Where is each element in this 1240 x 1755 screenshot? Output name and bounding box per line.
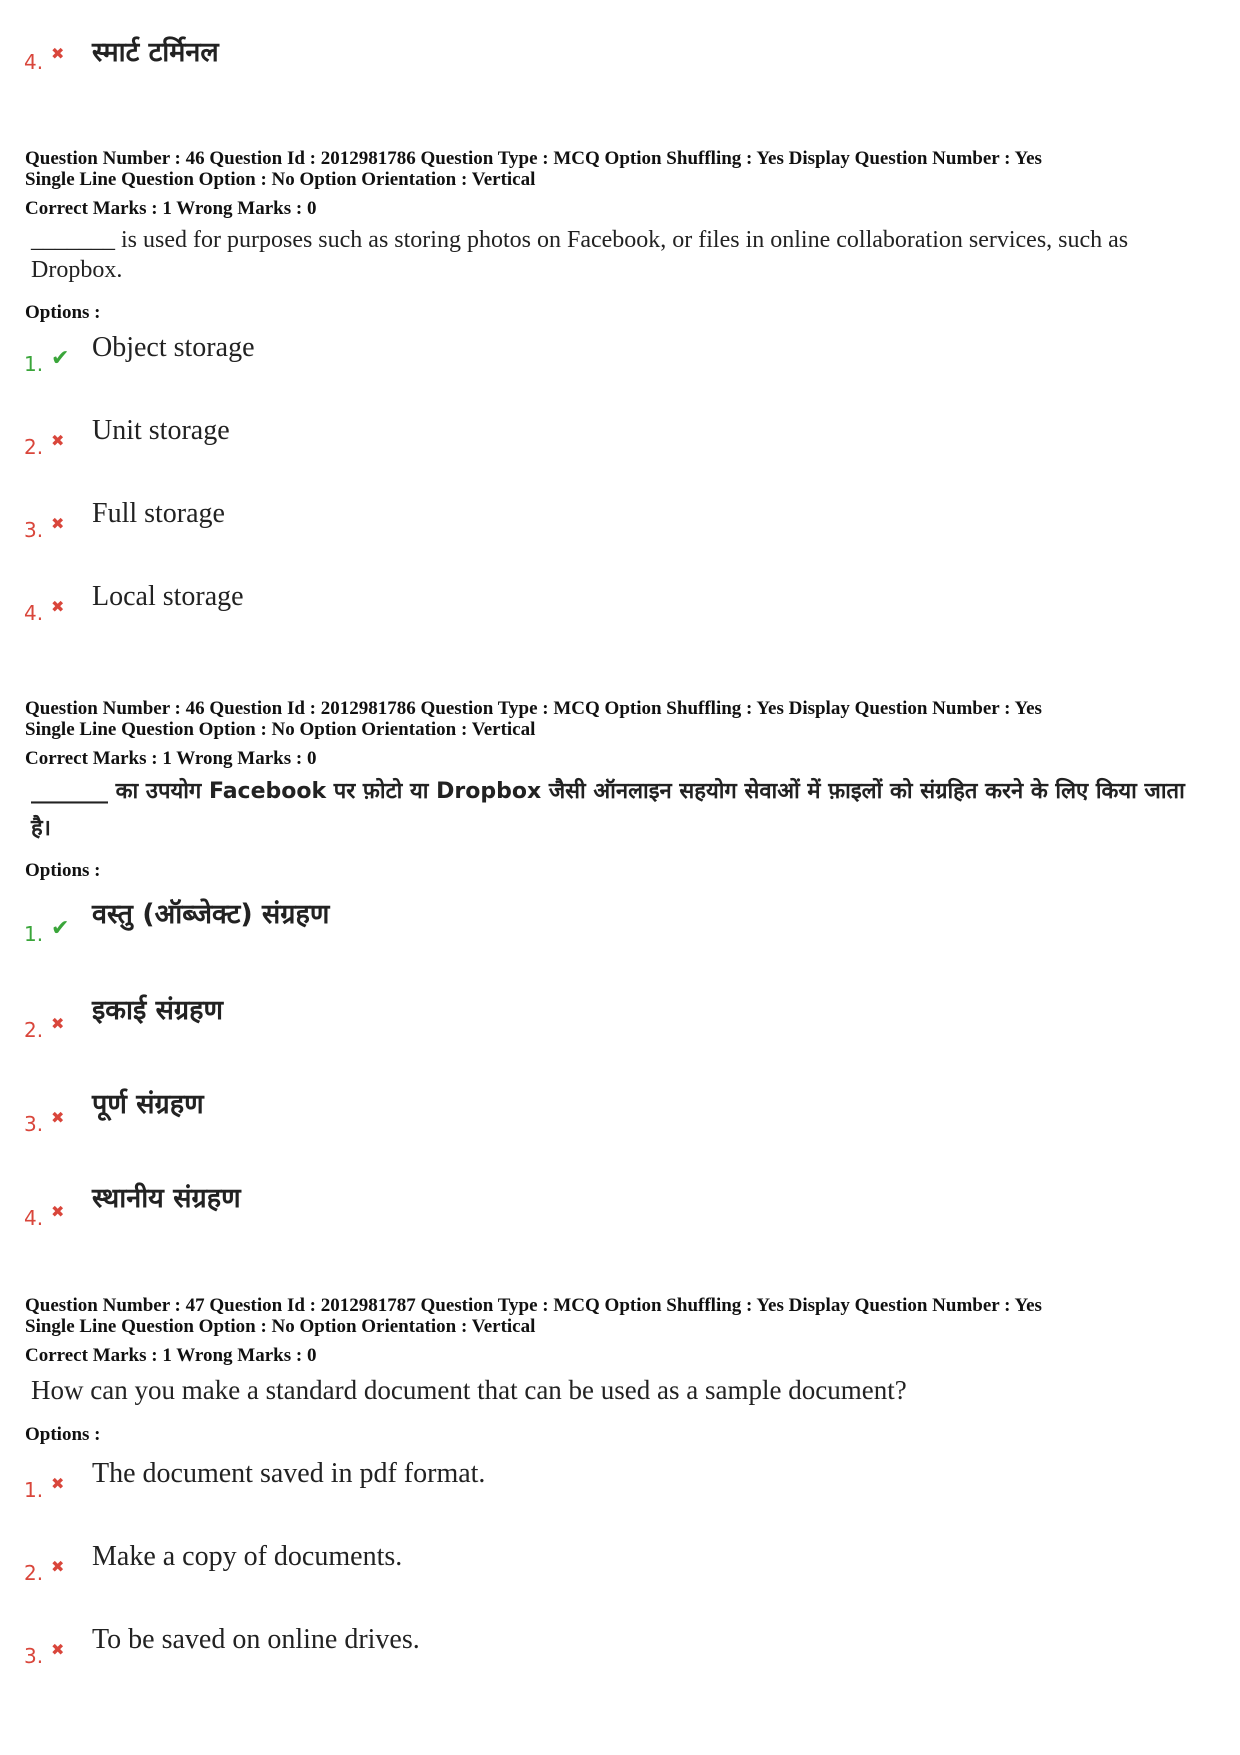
question-meta-line2: Single Line Question Option : No Option Orientation : Vertical <box>25 169 536 190</box>
option-text: पूर्ण संग्रहण <box>92 1089 204 1120</box>
option-number: 3. <box>24 1644 44 1668</box>
wrong-mark-icon: ✖ <box>51 1202 65 1221</box>
wrong-mark-icon: ✖ <box>51 1474 65 1493</box>
wrong-mark-icon: ✖ <box>51 1014 65 1033</box>
option-number: 4. <box>24 1206 44 1230</box>
question-meta-line1: Question Number : 46 Question Id : 2012981786 Question Type : MCQ Option Shuffling : Yes Display Question Number : Yes <box>25 148 1042 169</box>
option-text: इकाई संग्रहण <box>92 995 223 1026</box>
option-text: Unit storage <box>92 415 230 446</box>
option-item <box>0 413 1240 473</box>
option-text: The document saved in pdf format. <box>92 1458 486 1489</box>
option-text: To be saved on online drives. <box>92 1624 420 1655</box>
question-meta-line1: Question Number : 46 Question Id : 2012981786 Question Type : MCQ Option Shuffling : Yes Display Question Number : Yes <box>25 698 1042 719</box>
option-text: स्थानीय संग्रहण <box>92 1183 241 1214</box>
question-marks: Correct Marks : 1 Wrong Marks : 0 <box>25 198 317 219</box>
option-number: 1. <box>24 922 44 946</box>
options-label: Options : <box>25 302 101 323</box>
option-item <box>0 988 1240 1048</box>
option-item <box>0 579 1240 639</box>
question-meta-line2: Single Line Question Option : No Option Orientation : Vertical <box>25 1316 536 1337</box>
option-text: Local storage <box>92 581 244 612</box>
option-item <box>0 1456 1240 1516</box>
option-item <box>0 496 1240 556</box>
question-text: _______ का उपयोग Facebook पर फ़ोटो या Dropbox जैसी ऑनलाइन सहयोग सेवाओं में फ़ाइलों को संग्रहित करने के लिए किया जाता है। <box>31 779 1185 841</box>
option-text: वस्तु (ऑब्जेक्ट) संग्रहण <box>92 899 330 930</box>
option-item <box>0 1082 1240 1142</box>
wrong-mark-icon: ✖ <box>51 1108 65 1127</box>
option-number: 2. <box>24 435 44 459</box>
question-marks: Correct Marks : 1 Wrong Marks : 0 <box>25 1345 317 1366</box>
option-number: 4. <box>24 601 44 625</box>
option-text: स्मार्ट टर्मिनल <box>92 37 219 68</box>
option-text: Object storage <box>92 332 255 363</box>
option-item <box>0 32 1240 92</box>
option-text: Make a copy of documents. <box>92 1541 403 1572</box>
option-text: Full storage <box>92 498 225 529</box>
question-marks: Correct Marks : 1 Wrong Marks : 0 <box>25 748 317 769</box>
option-number: 2. <box>24 1561 44 1585</box>
wrong-mark-icon: ✖ <box>51 431 65 450</box>
option-number: 4. <box>24 50 44 74</box>
option-number: 3. <box>24 1112 44 1136</box>
option-item <box>0 892 1240 952</box>
option-number: 2. <box>24 1018 44 1042</box>
correct-check-icon: ✔ <box>51 346 70 371</box>
wrong-mark-icon: ✖ <box>51 514 65 533</box>
wrong-mark-icon: ✖ <box>51 44 65 63</box>
wrong-mark-icon: ✖ <box>51 597 65 616</box>
option-item <box>0 330 1240 390</box>
question-meta-line2: Single Line Question Option : No Option Orientation : Vertical <box>25 719 536 740</box>
option-number: 1. <box>24 1478 44 1502</box>
option-number: 1. <box>24 352 44 376</box>
option-item <box>0 1622 1240 1682</box>
question-text: _______ is used for purposes such as storing photos on Facebook, or files in online collaboration services, such as Dropbox. <box>31 227 1129 283</box>
option-item <box>0 1539 1240 1599</box>
wrong-mark-icon: ✖ <box>51 1640 65 1659</box>
wrong-mark-icon: ✖ <box>51 1557 65 1576</box>
option-item <box>0 1176 1240 1236</box>
question-text: How can you make a standard document that can be used as a sample document? <box>31 1375 907 1405</box>
option-number: 3. <box>24 518 44 542</box>
question-meta-line1: Question Number : 47 Question Id : 2012981787 Question Type : MCQ Option Shuffling : Yes Display Question Number : Yes <box>25 1295 1042 1316</box>
options-label: Options : <box>25 1424 101 1445</box>
correct-check-icon: ✔ <box>51 916 70 941</box>
options-label: Options : <box>25 860 101 881</box>
